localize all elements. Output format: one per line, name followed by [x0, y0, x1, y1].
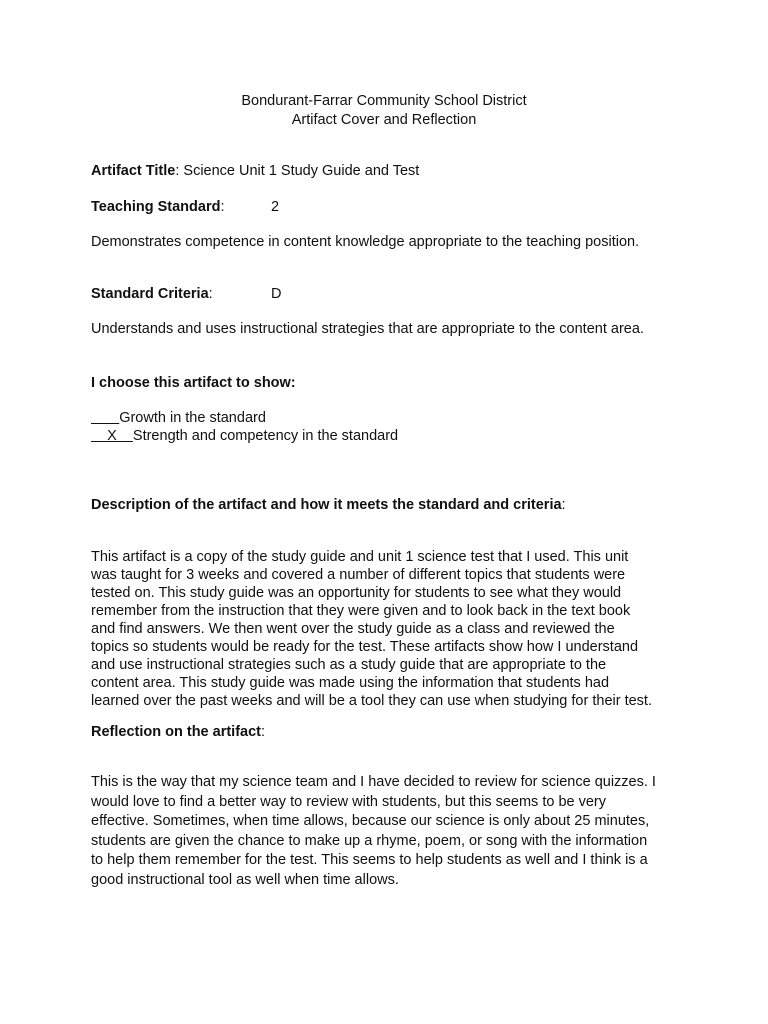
description-line: was taught for 3 weeks and covered a number of different topics that students were [91, 567, 626, 583]
teaching-standard-label: Teaching Standard [91, 199, 221, 215]
description-line: topics so students would be ready for the test. These artifacts show how I understand [91, 639, 639, 655]
reflection-line: to help them remember for the test. This seems to help students as well and I think is a [91, 852, 648, 868]
standard-criteria-label: Standard Criteria [91, 286, 209, 302]
artifact-title-label: Artifact Title [91, 163, 176, 179]
description-line: learned over the past weeks and will be a tool they can use when studying for their test. [91, 693, 652, 709]
description-heading: Description of the artifact and how it meets the standard and criteria [91, 497, 562, 513]
description-line: content area. This study guide was made using the information that students had [91, 675, 610, 691]
strength-label: Strength and competency in the standard [132, 428, 399, 444]
reflection-heading-colon: : [261, 724, 266, 740]
description-line: remember from the instruction that they were given and to look back in the text book [91, 603, 631, 619]
teaching-standard-value: 2 [271, 199, 280, 215]
standard-criteria-description: Understands and uses instructional strategies that are appropriate to the content area. [91, 321, 644, 337]
teaching-standard-description: Demonstrates competence in content knowledge appropriate to the teaching position. [91, 234, 640, 250]
description-line: This artifact is a copy of the study guide and unit 1 science test that I used. This unit [91, 549, 629, 565]
district-name: Bondurant-Farrar Community School District [241, 93, 527, 109]
growth-label: Growth in the standard [119, 410, 266, 426]
reflection-heading-row [91, 724, 265, 740]
standard-criteria-row [91, 286, 391, 302]
standard-criteria-value: D [271, 286, 282, 302]
description-line: and find answers. We then went over the study guide as a class and reviewed the [91, 621, 615, 637]
teaching-standard-colon: : [220, 199, 225, 215]
standard-criteria-colon: : [208, 286, 213, 302]
growth-blank [91, 410, 119, 426]
teaching-standard-row [91, 199, 391, 215]
reflection-line: would love to find a better way to review with students, but this seems to be very [91, 793, 607, 810]
reflection-line: good instructional tool as well when time allows. [91, 871, 399, 888]
artifact-title-row [91, 163, 419, 179]
choice-heading: I choose this artifact to show: [91, 375, 296, 391]
description-paragraph [91, 548, 691, 710]
description-heading-row [91, 497, 566, 513]
strength-blank: X [91, 428, 133, 444]
artifact-title-value: : Science Unit 1 Study Guide and Test [175, 163, 420, 179]
reflection-line: This is the way that my science team and I have decided to review for science quizzes. I [91, 774, 656, 790]
choice-strength-row [91, 428, 398, 444]
reflection-heading: Reflection on the artifact [91, 724, 261, 740]
description-heading-colon: : [561, 497, 566, 513]
description-line: tested on. This study guide was an opportunity for students to see what they would [91, 585, 622, 601]
description-line: and use instructional strategies such as a study guide that are appropriate to the [91, 657, 607, 673]
reflection-line: effective. Sometimes, when time allows, because our science is only about 25 minutes, [91, 813, 650, 829]
reflection-line: students are given the chance to make up a rhyme, poem, or song with the information [91, 832, 648, 849]
reflection-paragraph [91, 773, 691, 890]
choice-growth-row [91, 410, 266, 426]
document-subtitle: Artifact Cover and Reflection [291, 112, 477, 128]
